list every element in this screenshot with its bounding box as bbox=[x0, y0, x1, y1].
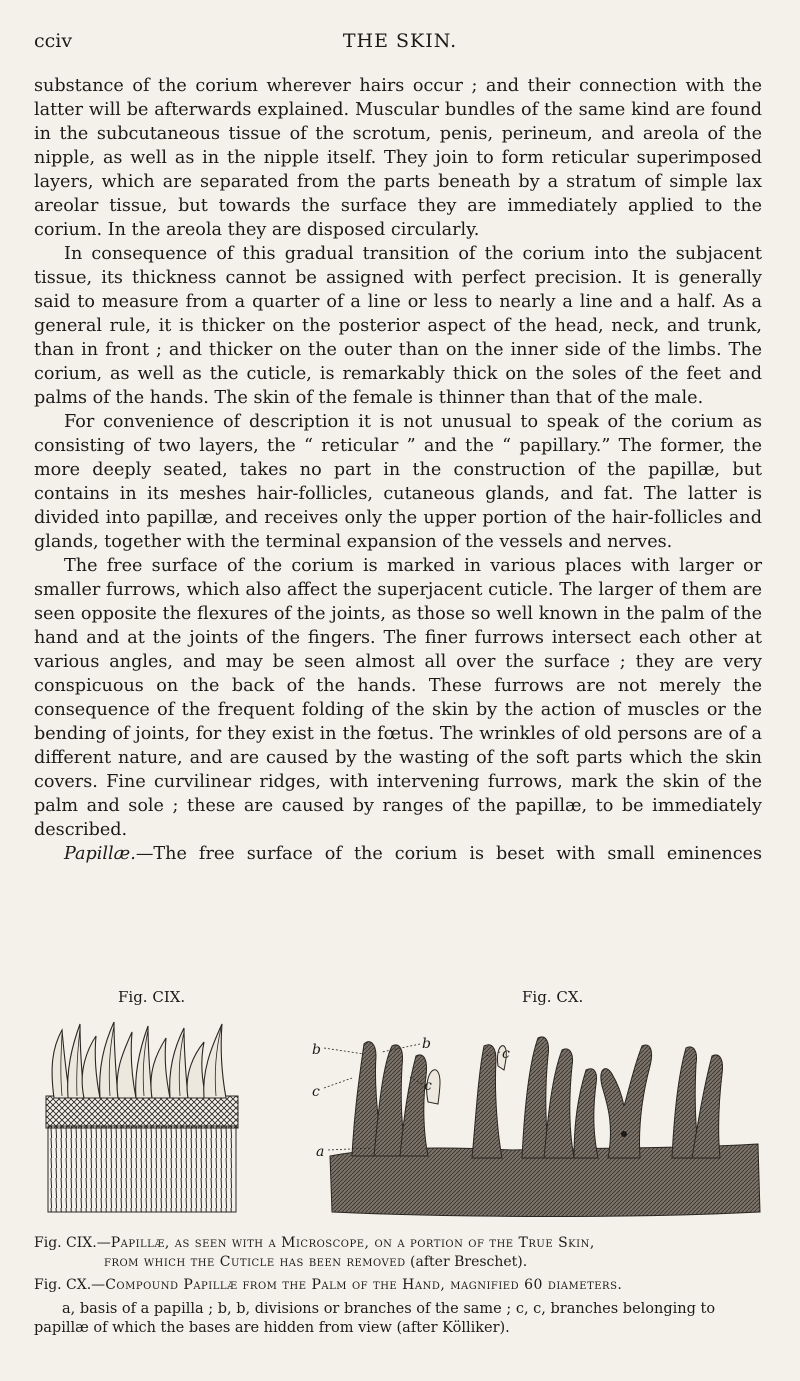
fig-cx-label: Fig. CX. bbox=[522, 988, 584, 1006]
caption-cix-line2: from which the Cuticle has been removed bbox=[104, 1254, 406, 1270]
caption-fig-cx bbox=[34, 1276, 764, 1295]
caption-cx-text: Compound Papillæ from the Palm of the Hand, magnified 60 diameters. bbox=[105, 1277, 623, 1293]
fig-cx-illustration bbox=[312, 1026, 772, 1222]
fig-cx-letter-c1: c bbox=[312, 1084, 320, 1100]
fig-cx-letter-c3: c bbox=[502, 1046, 510, 1062]
page-number: cciv bbox=[34, 30, 73, 52]
paragraph-papillae bbox=[34, 842, 762, 866]
fig-cx-letter-a: a bbox=[316, 1144, 325, 1160]
paragraph-4: The free surface of the corium is marked in various places with larger or smaller furrows, which also affect the superjacent cuticle. The larger of them are seen opposite the flexures of the joints, as those so well known in the palm of the hand and at the joints of the fingers. The finer furrows intersect each other at various angles, and may be seen almost all over the surface ; they are very conspicuous on the back of the hands. These furrows are not merely the consequence of the frequent folding of the skin by the action of muscles or the bending of joints, for they exist in the fœtus. The wrinkles of old persons are of a different nature, and are caused by the wasting of the soft parts which the skin covers. Fine curvilinear ridges, with intervening furrows, mark the skin of the palm and sole ; these are caused by ranges of the papillæ, to be immediately described. bbox=[34, 556, 762, 840]
fig-cix-illustration bbox=[44, 1018, 244, 1214]
body-text bbox=[34, 74, 762, 866]
papillae-text: —The free surface of the corium is beset with small eminences bbox=[135, 844, 762, 864]
page-header bbox=[34, 30, 766, 60]
paragraph-3: For convenience of description it is not unusual to speak of the corium as consisting of two layers, the “ reticular ” and the “ papillary.” The former, the more deeply seated, takes no part in the construction of the papillæ, but contains in its meshes hair-follicles, cutaneous glands, and fat. The latter is divided into papillæ, and receives only the upper portion of the hair-follicles and glands, together with the terminal expansion of the vessels and nerves. bbox=[34, 412, 762, 552]
paragraph-2: In consequence of this gradual transition of the corium into the subjacent tissue, its thickness cannot be assigned with perfect precision. It is generally said to measure from a quarter of a line or less to nearly a line and a half. As a general rule, it is thicker on the posterior aspect of the head, neck, and trunk, than in front ; and thicker on the outer than on the inner side of the limbs. The corium, as well as the cuticle, is remarkably thick on the soles of the feet and palms of the hands. The skin of the female is thinner than that of the male. bbox=[34, 244, 762, 408]
caption-fig-cix bbox=[34, 1234, 764, 1272]
fig-cx-letter-b1: b bbox=[312, 1042, 321, 1058]
papillae-term: Papillæ. bbox=[64, 844, 136, 864]
caption-cx-lead: Fig. CX.— bbox=[34, 1277, 106, 1293]
fig-cx-letter-b2: b bbox=[422, 1036, 431, 1052]
paragraph-1: substance of the corium wherever hairs occur ; and their connection with the latter will be afterwards explained. Muscular bundles of the same kind are found in the subcutaneous tissue of the scrotum, penis, perineum, and areola of the nipple, as well as in the nipple itself. They join to form reticular superimposed layers, which are separated from the parts beneath by a stratum of simple lax areolar tissue, but towards the surface they are immediately applied to the corium. In the areola they are disposed circularly. bbox=[34, 76, 762, 240]
caption-fig-cx-legend: a, basis of a papilla ; b, b, divisions or branches of the same ; c, c, branches belonging to papillæ of which the bases are hidden from view (after Kölliker). bbox=[34, 1301, 716, 1336]
caption-cix-line1: Papillæ, as seen with a Microscope, on a portion of the True Skin, bbox=[110, 1235, 595, 1251]
caption-cix-tail: (after Breschet). bbox=[405, 1254, 528, 1270]
fig-cx-letter-c2: c bbox=[424, 1078, 432, 1094]
running-title: THE SKIN. bbox=[342, 30, 458, 52]
caption-cix-lead: Fig. CIX.— bbox=[34, 1235, 111, 1251]
fig-cix-label: Fig. CIX. bbox=[118, 988, 186, 1006]
